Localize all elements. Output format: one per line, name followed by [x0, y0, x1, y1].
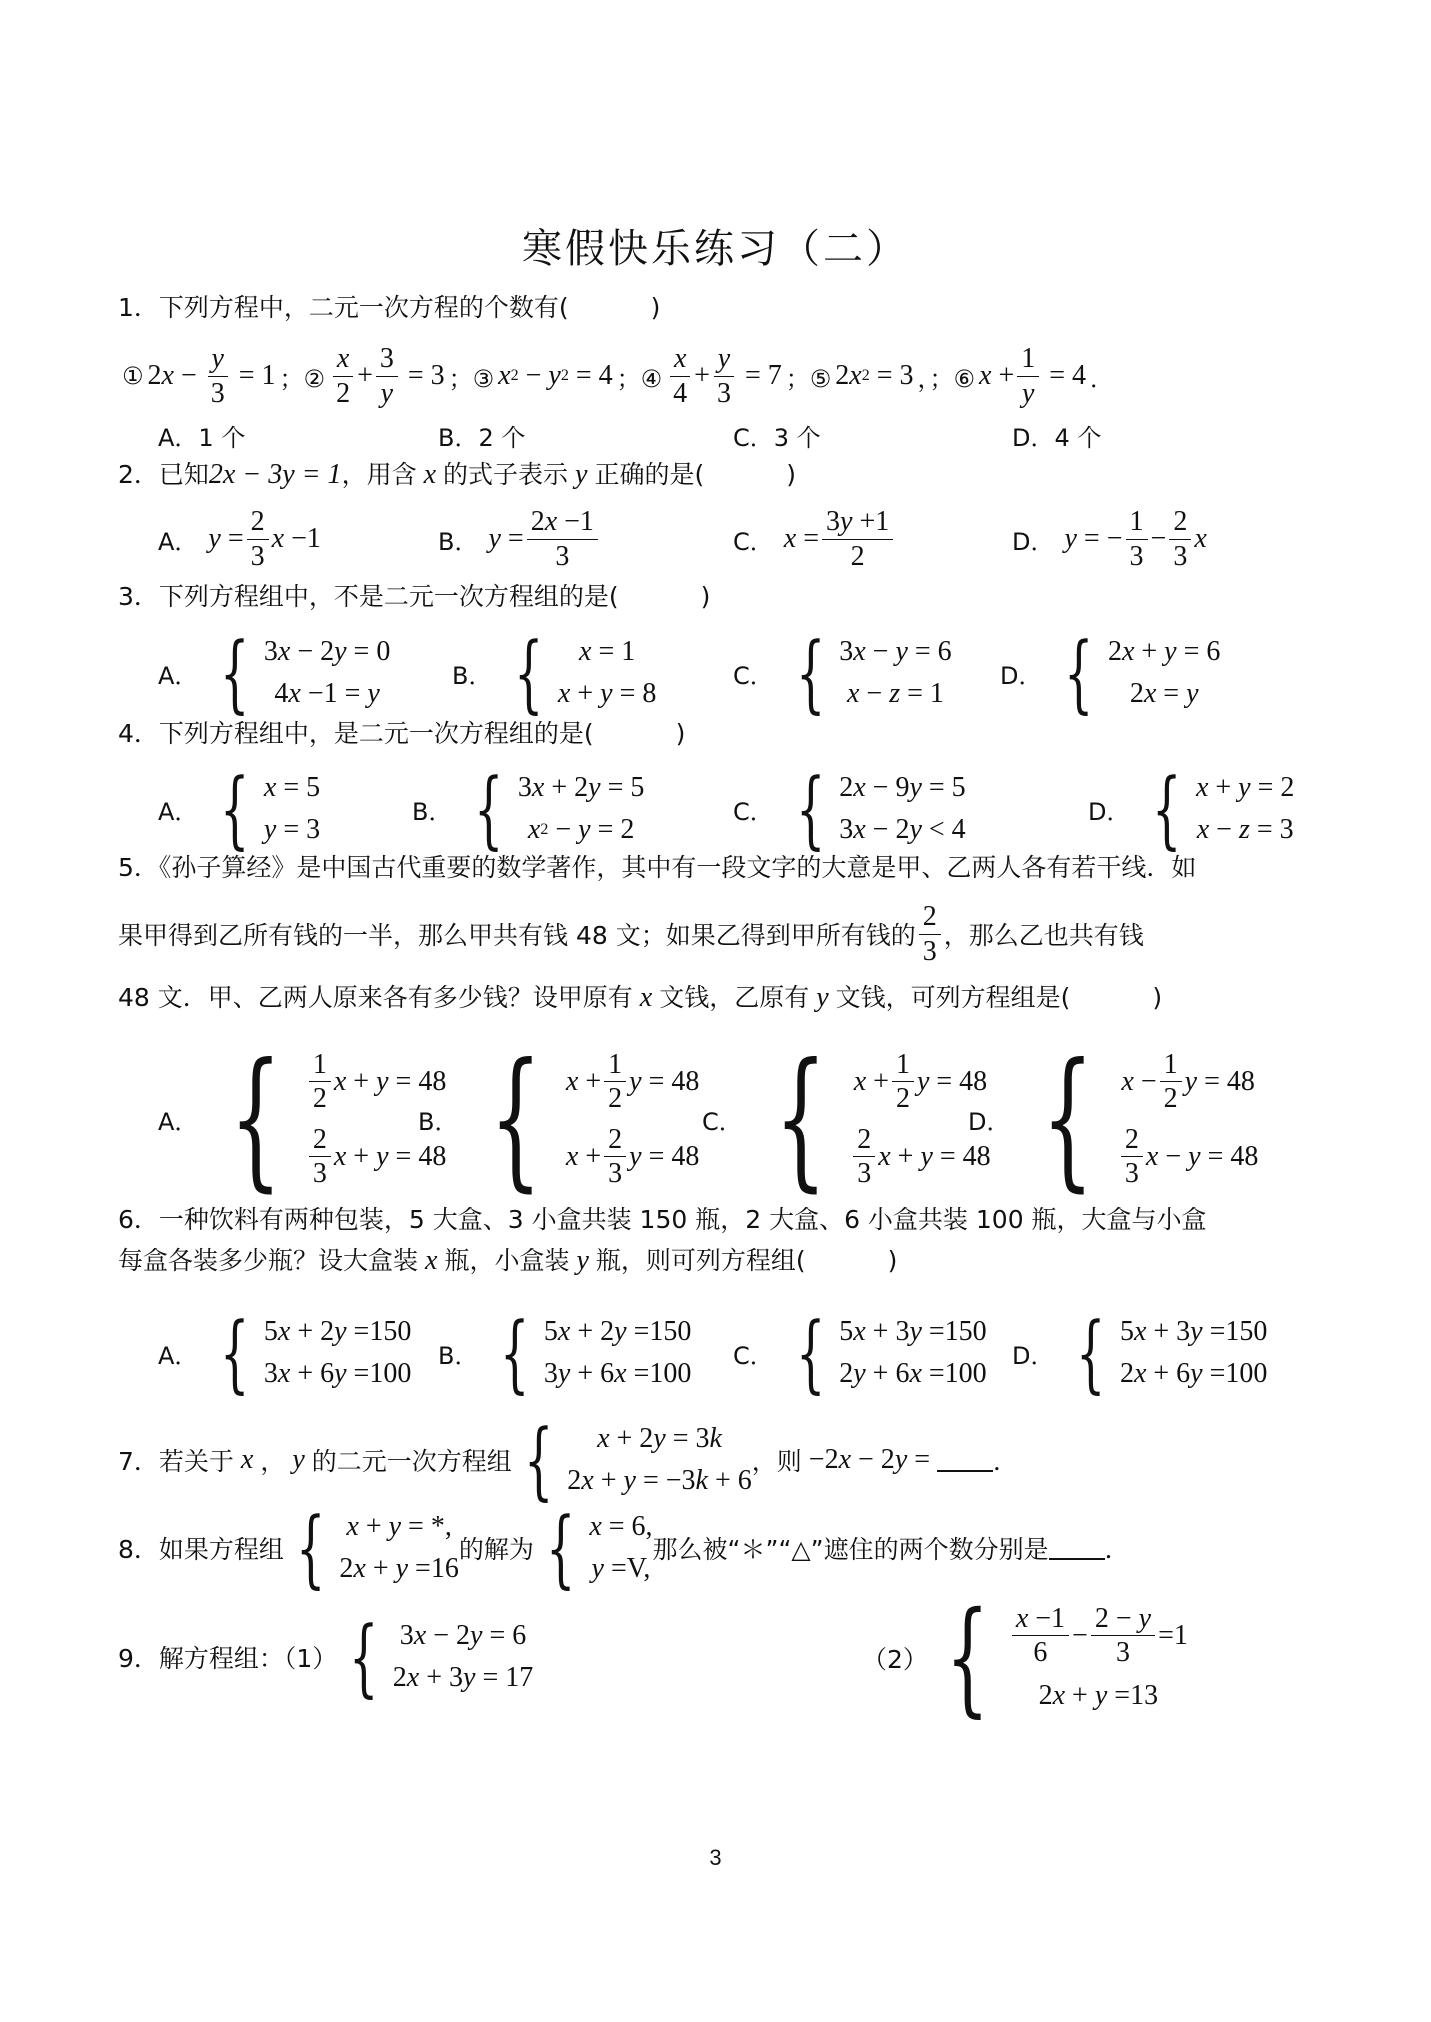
q2-option-a: A． y = $\frac{2}{3}$ x −1 — [158, 506, 321, 572]
page-title: 寒假快乐练习（二） — [522, 226, 909, 272]
q2-stem-d: 正确的是( — [594, 460, 705, 489]
q9-part2-label: （2） — [862, 1645, 928, 1674]
q3-option-a-label: A． — [158, 661, 199, 690]
question-4-stem — [118, 714, 685, 754]
question-6-line-2: 每盒各装多少瓶？设大盒装 x 瓶，小盒装 y 瓶，则可列方程组( ) — [118, 1245, 898, 1276]
q1-stem-text: 1．下列方程中，二元一次方程的个数有( — [118, 293, 569, 322]
q1-marker-3: ；③ — [448, 364, 495, 393]
question-1-stem — [118, 288, 660, 328]
q6-option-c-label: C． — [733, 1341, 774, 1370]
q5-line3-b: 文钱，乙原有 — [659, 983, 810, 1012]
q2-close-paren: ) — [786, 460, 796, 489]
q5-line2-a: 果甲得到乙所有钱的一半，那么甲共有钱 48 文；如果乙得到甲所有钱的 — [118, 921, 916, 950]
q6-option-a-label: A． — [158, 1341, 199, 1370]
q2-stem-c: 的式子表示 — [443, 460, 569, 489]
q5-option-c: C． { x + $\frac{1}{2}$ y = 48 $\frac{2}{3}$ x + y = 48 — [702, 1032, 991, 1206]
question-6-line-1: 6．一种饮料有两种包装，5 大盒、3 小盒共装 150 瓶，2 大盒、6 小盒共装 100 瓶，大盒与小盒 — [118, 1205, 1207, 1234]
q6-option-d: D． { 5 x + 3 y =150 2 x + 6 y =100 — [1012, 1304, 1268, 1402]
question-8: 8．如果方程组 { x + y = *, 2 x + y =16 的解为 { x = 6, y =V, 那么被“＊”“△”遮住的两个数分别是 ． — [118, 1499, 1130, 1597]
q1-eq-4: $\frac{x}{4}$ + $\frac{y}{3}$ = 7 — [666, 344, 782, 408]
q1-marker-2: ；② — [279, 364, 326, 393]
q6-option-a: A． { 5 x + 2 y =150 3 x + 6 y =100 — [158, 1304, 412, 1402]
question-2-stem: 2．已知2x − 3y = 1，用含 x 的式子表示 y 正确的是( ) — [118, 459, 796, 490]
q3-stem-text: 3．下列方程组中，不是二元一次方程组的是( — [118, 582, 619, 611]
question-5-line-1: 5．《孙子算经》是中国古代重要的数学著作，其中有一段文字的大意是甲、乙两人各有若干线．如 — [118, 853, 1197, 882]
question-5-line-2: 果甲得到乙所有钱的一半，那么甲共有钱 48 文；如果乙得到甲所有钱的 $\frac{2}{3}$ ，那么乙也共有钱 — [118, 901, 1144, 967]
q3-option-a: A． { 3 x − 2 y = 0 4 x −1 = y — [158, 624, 391, 722]
q5-option-c-label: C． — [702, 1107, 743, 1136]
q1-option-d-text: D．4 个 — [1012, 424, 1102, 452]
q4-option-a: A． { x = 5 y = 3 — [158, 760, 321, 858]
q5-line3-a: 48 文．甲、乙两人原来各有多少钱？设甲原有 — [118, 983, 633, 1012]
q6-option-b-label: B． — [438, 1341, 479, 1370]
q5-option-b-label: B． — [418, 1107, 459, 1136]
q2-option-d-label: D． — [1012, 527, 1055, 556]
q2-option-b-label: B． — [438, 527, 479, 556]
q1-eq-3: x 2 − y 2 = 4 — [498, 360, 613, 391]
question-5-line-3: 48 文．甲、乙两人原来各有多少钱？设甲原有 x 文钱，乙原有 y 文钱，可列方程组是( ) — [118, 982, 1163, 1013]
q1-option-c — [733, 418, 831, 453]
q8-stem-c: 那么被“＊”“△”遮住的两个数分别是 — [652, 1535, 1049, 1564]
question-3-stem — [118, 577, 710, 617]
q4-option-b: B． { 3 x + 2 y = 5 x 2 − y = 2 — [412, 760, 645, 858]
q1-eq-1: 2 x − $\frac{y}{3}$ = 1 — [147, 343, 276, 409]
q7-stem-a: 7．若关于 — [118, 1447, 234, 1476]
q8-answer-blank[interactable] — [1049, 1536, 1105, 1560]
q2-option-c: C． x = $\frac{3y +1}{2}$ — [733, 503, 896, 575]
page-number: 3 — [709, 1845, 722, 1870]
q1-option-b — [438, 418, 535, 453]
q5-line2-b: ，那么乙也共有钱 — [943, 921, 1144, 950]
q1-eq-6: x + $\frac{1}{y}$ = 4 — [979, 343, 1087, 409]
q1-option-a-text: A．1 个 — [158, 424, 246, 452]
q7-end: ． — [993, 1447, 1019, 1476]
q2-option-d: D． y = − $\frac{1}{3}$ − $\frac{2}{3}$ x — [1012, 506, 1207, 572]
q7-stem-b: ， — [260, 1447, 286, 1476]
q7-answer-blank[interactable] — [937, 1448, 993, 1472]
q1-marker-4: ；④ — [616, 364, 663, 393]
q6-option-b: B． { 5 x + 2 y =150 3 y + 6 x =100 — [438, 1304, 692, 1402]
q5-close-paren: ) — [1152, 983, 1163, 1012]
q5-option-b: B． { x + $\frac{1}{2}$ y = 48 x + $\frac{2}{3}$ y = 48 — [418, 1032, 700, 1206]
q1-end: ． — [1090, 364, 1115, 393]
q5-option-d: D． { x − $\frac{1}{2}$ y = 48 $\frac{2}{3}$ x − y = 48 — [968, 1032, 1259, 1206]
q1-option-b-text: B．2 个 — [438, 424, 526, 452]
q5-option-a: A． { $\frac{1}{2}$ x + y = 48 $\frac{2}{3}$ x + y = 48 — [158, 1032, 447, 1206]
q5-line3-c: 文钱，可列方程组是( — [835, 983, 1071, 1012]
q5-option-a-label: A． — [158, 1107, 199, 1136]
q7-stem-c: 的二元一次方程组 — [311, 1447, 512, 1476]
q1-eq-5: 2 x 2 = 3 — [835, 360, 914, 391]
q6-line2-b: 瓶，小盒装 — [444, 1246, 570, 1275]
q6-option-c: C． { 5 x + 3 y =150 2 y + 6 x =100 — [733, 1304, 987, 1402]
question-9-part-1: 9．解方程组：（1） { 3 x − 2 y = 6 2 x + 3 y = 17 — [118, 1608, 534, 1706]
q1-marker-6: ，；⑥ — [917, 364, 976, 393]
q4-option-c-label: C． — [733, 797, 774, 826]
q2-option-b: B． y = $\frac{2x -1}{3}$ — [438, 503, 601, 575]
q6-close-paren: ) — [887, 1246, 898, 1275]
q1-option-a — [158, 418, 255, 453]
q1-close-paren: ) — [650, 293, 661, 322]
question-1-equations — [118, 338, 1118, 414]
q2-stem-b: ，用含 — [341, 460, 417, 489]
q1-option-d — [1012, 418, 1111, 453]
q4-stem-text: 4．下列方程组中，是二元一次方程组的是( — [118, 719, 594, 748]
question-7: 7．若关于 x ， y 的二元一次方程组 { x + 2 y = 3 k 2 x + y = −3 k + 6 ，则 −2 x − 2 y = ． — [118, 1411, 1019, 1509]
q3-option-b: B． { x = 1 x + y = 8 — [452, 624, 657, 722]
q4-close-paren: ) — [675, 719, 686, 748]
q9-stem: 9．解方程组：（1） — [118, 1644, 338, 1673]
q5-option-d-label: D． — [968, 1107, 1011, 1136]
q6-line2-a: 每盒各装多少瓶？设大盒装 — [118, 1246, 419, 1275]
q4-option-d: D． { x + y = 2 x − z = 3 — [1088, 760, 1295, 858]
q8-stem-b: 的解为 — [458, 1535, 534, 1564]
q1-marker-5: ；⑤ — [785, 364, 832, 393]
q1-option-c-text: C．3 个 — [733, 424, 821, 452]
q4-option-a-label: A． — [158, 797, 199, 826]
q4-option-c: C． { 2 x − 9 y = 5 3 x − 2 y < 4 — [733, 760, 966, 858]
q8-end: ． — [1104, 1535, 1130, 1564]
q3-option-c: C． { 3 x − y = 6 x − z = 1 — [733, 624, 952, 722]
q2-option-c-label: C． — [733, 527, 774, 556]
q3-option-c-label: C． — [733, 661, 774, 690]
q2-stem-a: 2．已知 — [118, 460, 209, 489]
q8-stem-a: 8．如果方程组 — [118, 1535, 284, 1564]
q6-option-d-label: D． — [1012, 1341, 1055, 1370]
q1-marker-1: ① — [122, 362, 144, 390]
q3-option-d-label: D． — [1000, 661, 1043, 690]
question-9-part-2: （2） { x −1 6 − 2 − y 3 =1 2 x + y =13 — [862, 1586, 1188, 1730]
q1-eq-2: $\frac{x}{2}$ + $\frac{3}{y}$ = 3 — [329, 344, 445, 408]
q4-option-d-label: D． — [1088, 797, 1131, 826]
q3-close-paren: ) — [700, 582, 711, 611]
q6-line2-c: 瓶，则可列方程组( — [595, 1246, 806, 1275]
q3-option-b-label: B． — [452, 661, 493, 690]
q4-option-b-label: B． — [412, 797, 453, 826]
q7-stem-d: ，则 — [751, 1447, 802, 1476]
q3-option-d: D． { 2 x + y = 6 2 x = y — [1000, 624, 1221, 722]
q2-option-a-label: A． — [158, 527, 199, 556]
